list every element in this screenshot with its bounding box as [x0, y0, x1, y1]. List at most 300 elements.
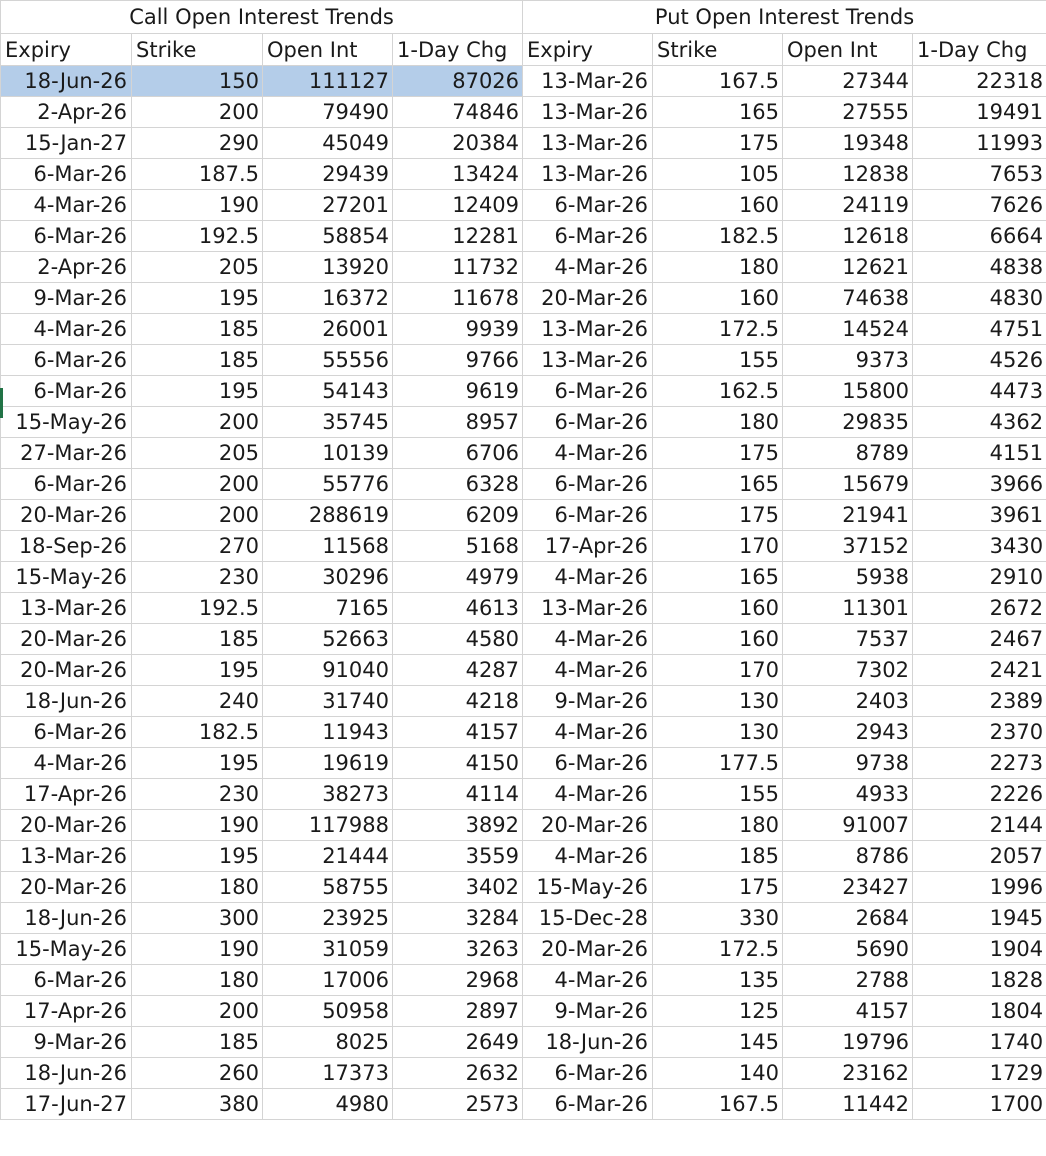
call-expiry-cell[interactable]: 6-Mar-26	[1, 345, 132, 376]
put-open-int-cell[interactable]: 91007	[783, 810, 913, 841]
put-strike-cell[interactable]: 172.5	[653, 934, 783, 965]
call-open-int-cell[interactable]: 55776	[263, 469, 393, 500]
put-expiry-cell[interactable]: 13-Mar-26	[523, 97, 653, 128]
call-strike-cell[interactable]: 260	[132, 1058, 263, 1089]
call-strike-cell[interactable]: 200	[132, 996, 263, 1027]
call-expiry-cell[interactable]: 20-Mar-26	[1, 500, 132, 531]
call-strike-cell[interactable]: 290	[132, 128, 263, 159]
put-expiry-cell[interactable]: 6-Mar-26	[523, 1089, 653, 1120]
put-open-int-cell[interactable]: 7537	[783, 624, 913, 655]
put-day-change-cell[interactable]: 4751	[913, 314, 1046, 345]
call-expiry-cell[interactable]: 6-Mar-26	[1, 965, 132, 996]
put-day-change-cell[interactable]: 1729	[913, 1058, 1046, 1089]
put-expiry-cell[interactable]: 6-Mar-26	[523, 500, 653, 531]
call-expiry-cell[interactable]: 20-Mar-26	[1, 624, 132, 655]
call-expiry-cell[interactable]: 18-Sep-26	[1, 531, 132, 562]
call-day-change-cell[interactable]: 9766	[393, 345, 523, 376]
table-row	[1, 779, 1046, 810]
call-day-change-cell[interactable]: 2968	[393, 965, 523, 996]
put-day-change-cell[interactable]: 1740	[913, 1027, 1046, 1058]
call-expiry-cell[interactable]: 18-Jun-26	[1, 1058, 132, 1089]
call-day-change-cell[interactable]: 9619	[393, 376, 523, 407]
put-strike-cell[interactable]: 180	[653, 407, 783, 438]
table-row	[1, 748, 1046, 779]
put-open-int-cell[interactable]: 8786	[783, 841, 913, 872]
put-open-int-cell[interactable]: 2403	[783, 686, 913, 717]
put-section-title[interactable]: Put Open Interest Trends	[523, 1, 1046, 34]
call-strike-cell[interactable]: 187.5	[132, 159, 263, 190]
put-strike-cell[interactable]: 170	[653, 531, 783, 562]
put-expiry-cell[interactable]: 4-Mar-26	[523, 717, 653, 748]
call-strike-cell[interactable]: 180	[132, 965, 263, 996]
call-expiry-cell[interactable]: 6-Mar-26	[1, 717, 132, 748]
call-open-int-cell[interactable]: 54143	[263, 376, 393, 407]
put-expiry-cell[interactable]: 20-Mar-26	[523, 934, 653, 965]
put-day-change-cell[interactable]: 3430	[913, 531, 1046, 562]
call-expiry-cell[interactable]: 6-Mar-26	[1, 159, 132, 190]
table-row	[1, 128, 1046, 159]
table-row	[1, 97, 1046, 128]
call-day-change-cell[interactable]: 9939	[393, 314, 523, 345]
call-expiry-cell[interactable]: 4-Mar-26	[1, 748, 132, 779]
put-day-change-cell[interactable]: 11993	[913, 128, 1046, 159]
call-expiry-cell[interactable]: 15-May-26	[1, 407, 132, 438]
call-open-int-cell[interactable]: 111127	[263, 66, 393, 97]
call-day-change-cell[interactable]: 12409	[393, 190, 523, 221]
put-day-change-header[interactable]: 1-Day Chg	[913, 34, 1046, 66]
put-open-int-cell[interactable]: 11301	[783, 593, 913, 624]
put-strike-cell[interactable]: 145	[653, 1027, 783, 1058]
put-strike-cell[interactable]: 160	[653, 624, 783, 655]
put-expiry-cell[interactable]: 4-Mar-26	[523, 655, 653, 686]
call-expiry-cell[interactable]: 15-May-26	[1, 934, 132, 965]
put-open-int-header[interactable]: Open Int	[783, 34, 913, 66]
put-expiry-cell[interactable]: 20-Mar-26	[523, 283, 653, 314]
call-open-int-cell[interactable]: 27201	[263, 190, 393, 221]
put-strike-cell[interactable]: 180	[653, 252, 783, 283]
call-strike-cell[interactable]: 195	[132, 841, 263, 872]
put-strike-cell[interactable]: 125	[653, 996, 783, 1027]
call-day-change-cell[interactable]: 11678	[393, 283, 523, 314]
put-open-int-cell[interactable]: 12838	[783, 159, 913, 190]
put-open-int-cell[interactable]: 14524	[783, 314, 913, 345]
call-strike-cell[interactable]: 192.5	[132, 221, 263, 252]
put-strike-cell[interactable]: 130	[653, 686, 783, 717]
call-expiry-cell[interactable]: 20-Mar-26	[1, 810, 132, 841]
table-row	[1, 159, 1046, 190]
put-expiry-cell[interactable]: 4-Mar-26	[523, 779, 653, 810]
put-expiry-cell[interactable]: 9-Mar-26	[523, 996, 653, 1027]
table-row	[1, 934, 1046, 965]
call-strike-cell[interactable]: 200	[132, 407, 263, 438]
table-row	[1, 531, 1046, 562]
call-strike-header[interactable]: Strike	[132, 34, 263, 66]
put-day-change-cell[interactable]: 1804	[913, 996, 1046, 1027]
call-strike-cell[interactable]: 192.5	[132, 593, 263, 624]
call-strike-cell[interactable]: 195	[132, 283, 263, 314]
call-day-change-cell[interactable]: 87026	[393, 66, 523, 97]
call-day-change-cell[interactable]: 12281	[393, 221, 523, 252]
table-row	[1, 841, 1046, 872]
call-expiry-cell[interactable]: 9-Mar-26	[1, 1027, 132, 1058]
put-strike-cell[interactable]: 177.5	[653, 748, 783, 779]
call-strike-cell[interactable]: 150	[132, 66, 263, 97]
put-expiry-cell[interactable]: 15-May-26	[523, 872, 653, 903]
call-day-change-cell[interactable]: 5168	[393, 531, 523, 562]
call-day-change-cell[interactable]: 3284	[393, 903, 523, 934]
put-expiry-cell[interactable]: 6-Mar-26	[523, 469, 653, 500]
put-open-int-cell[interactable]: 11442	[783, 1089, 913, 1120]
call-open-int-cell[interactable]: 17006	[263, 965, 393, 996]
table-row	[1, 190, 1046, 221]
put-day-change-cell[interactable]: 2467	[913, 624, 1046, 655]
call-expiry-cell[interactable]: 6-Mar-26	[1, 376, 132, 407]
put-strike-cell[interactable]: 172.5	[653, 314, 783, 345]
call-day-change-cell[interactable]: 3559	[393, 841, 523, 872]
put-strike-cell[interactable]: 160	[653, 190, 783, 221]
put-expiry-cell[interactable]: 13-Mar-26	[523, 66, 653, 97]
call-expiry-cell[interactable]: 13-Mar-26	[1, 593, 132, 624]
call-open-int-cell[interactable]: 79490	[263, 97, 393, 128]
call-expiry-cell[interactable]: 18-Jun-26	[1, 66, 132, 97]
put-strike-cell[interactable]: 185	[653, 841, 783, 872]
call-strike-cell[interactable]: 240	[132, 686, 263, 717]
call-expiry-cell[interactable]: 13-Mar-26	[1, 841, 132, 872]
call-day-change-cell[interactable]: 4287	[393, 655, 523, 686]
call-expiry-cell[interactable]: 9-Mar-26	[1, 283, 132, 314]
call-expiry-cell[interactable]: 20-Mar-26	[1, 655, 132, 686]
call-strike-cell[interactable]: 190	[132, 810, 263, 841]
put-day-change-cell[interactable]: 6664	[913, 221, 1046, 252]
put-day-change-cell[interactable]: 3961	[913, 500, 1046, 531]
call-open-int-cell[interactable]: 7165	[263, 593, 393, 624]
table-row	[1, 283, 1046, 314]
put-day-change-cell[interactable]: 22318	[913, 66, 1046, 97]
put-day-change-cell[interactable]: 4151	[913, 438, 1046, 469]
call-open-int-cell[interactable]: 91040	[263, 655, 393, 686]
call-day-change-cell[interactable]: 4150	[393, 748, 523, 779]
put-open-int-cell[interactable]: 29835	[783, 407, 913, 438]
call-open-int-cell[interactable]: 31740	[263, 686, 393, 717]
put-expiry-cell[interactable]: 9-Mar-26	[523, 686, 653, 717]
put-expiry-cell[interactable]: 4-Mar-26	[523, 562, 653, 593]
call-expiry-cell[interactable]: 18-Jun-26	[1, 686, 132, 717]
call-strike-cell[interactable]: 185	[132, 314, 263, 345]
put-strike-cell[interactable]: 165	[653, 469, 783, 500]
put-expiry-cell[interactable]: 6-Mar-26	[523, 1058, 653, 1089]
call-open-int-cell[interactable]: 26001	[263, 314, 393, 345]
put-open-int-cell[interactable]: 2684	[783, 903, 913, 934]
put-open-int-cell[interactable]: 23427	[783, 872, 913, 903]
put-day-change-cell[interactable]: 1996	[913, 872, 1046, 903]
call-section-title[interactable]: Call Open Interest Trends	[1, 1, 523, 34]
call-open-int-cell[interactable]: 23925	[263, 903, 393, 934]
put-strike-cell[interactable]: 182.5	[653, 221, 783, 252]
call-day-change-cell[interactable]: 6706	[393, 438, 523, 469]
put-open-int-cell[interactable]: 27344	[783, 66, 913, 97]
call-open-int-cell[interactable]: 117988	[263, 810, 393, 841]
call-strike-cell[interactable]: 200	[132, 500, 263, 531]
put-expiry-cell[interactable]: 13-Mar-26	[523, 345, 653, 376]
call-open-int-cell[interactable]: 55556	[263, 345, 393, 376]
put-strike-cell[interactable]: 105	[653, 159, 783, 190]
put-strike-cell[interactable]: 175	[653, 872, 783, 903]
put-strike-cell[interactable]: 130	[653, 717, 783, 748]
call-strike-cell[interactable]: 380	[132, 1089, 263, 1120]
call-day-change-cell[interactable]: 3892	[393, 810, 523, 841]
call-day-change-cell[interactable]: 4218	[393, 686, 523, 717]
call-strike-cell[interactable]: 200	[132, 97, 263, 128]
call-strike-cell[interactable]: 230	[132, 779, 263, 810]
put-day-change-cell[interactable]: 1700	[913, 1089, 1046, 1120]
put-day-change-cell[interactable]: 2370	[913, 717, 1046, 748]
put-open-int-cell[interactable]: 2943	[783, 717, 913, 748]
call-day-change-cell[interactable]: 6328	[393, 469, 523, 500]
call-open-int-cell[interactable]: 50958	[263, 996, 393, 1027]
call-open-int-cell[interactable]: 4980	[263, 1089, 393, 1120]
call-day-change-cell[interactable]: 8957	[393, 407, 523, 438]
call-day-change-cell[interactable]: 4613	[393, 593, 523, 624]
call-day-change-cell[interactable]: 3402	[393, 872, 523, 903]
call-open-int-cell[interactable]: 38273	[263, 779, 393, 810]
call-open-int-cell[interactable]: 11568	[263, 531, 393, 562]
call-day-change-cell[interactable]: 2897	[393, 996, 523, 1027]
call-day-change-cell[interactable]: 4114	[393, 779, 523, 810]
call-strike-cell[interactable]: 270	[132, 531, 263, 562]
call-open-int-cell[interactable]: 288619	[263, 500, 393, 531]
call-day-change-cell[interactable]: 74846	[393, 97, 523, 128]
call-strike-cell[interactable]: 182.5	[132, 717, 263, 748]
call-strike-cell[interactable]: 200	[132, 469, 263, 500]
put-open-int-cell[interactable]: 23162	[783, 1058, 913, 1089]
call-day-change-cell[interactable]: 6209	[393, 500, 523, 531]
put-strike-cell[interactable]: 165	[653, 97, 783, 128]
call-strike-cell[interactable]: 205	[132, 252, 263, 283]
put-open-int-cell[interactable]: 24119	[783, 190, 913, 221]
put-expiry-cell[interactable]: 13-Mar-26	[523, 314, 653, 345]
call-strike-cell[interactable]: 195	[132, 748, 263, 779]
put-day-change-cell[interactable]: 4362	[913, 407, 1046, 438]
call-open-int-cell[interactable]: 11943	[263, 717, 393, 748]
put-expiry-cell[interactable]: 6-Mar-26	[523, 190, 653, 221]
call-open-int-cell[interactable]: 13920	[263, 252, 393, 283]
put-open-int-cell[interactable]: 37152	[783, 531, 913, 562]
put-day-change-cell[interactable]: 1828	[913, 965, 1046, 996]
put-strike-cell[interactable]: 160	[653, 593, 783, 624]
call-expiry-cell[interactable]: 2-Apr-26	[1, 252, 132, 283]
call-strike-cell[interactable]: 185	[132, 1027, 263, 1058]
table-row	[1, 252, 1046, 283]
call-expiry-cell[interactable]: 4-Mar-26	[1, 190, 132, 221]
call-strike-cell[interactable]: 190	[132, 190, 263, 221]
put-day-change-cell[interactable]: 2389	[913, 686, 1046, 717]
put-day-change-cell[interactable]: 2910	[913, 562, 1046, 593]
table-row	[1, 1089, 1046, 1120]
call-strike-cell[interactable]: 190	[132, 934, 263, 965]
call-day-change-header[interactable]: 1-Day Chg	[393, 34, 523, 66]
call-expiry-cell[interactable]: 6-Mar-26	[1, 469, 132, 500]
call-expiry-cell[interactable]: 15-May-26	[1, 562, 132, 593]
call-open-int-cell[interactable]: 35745	[263, 407, 393, 438]
call-expiry-cell[interactable]: 15-Jan-27	[1, 128, 132, 159]
put-open-int-cell[interactable]: 4933	[783, 779, 913, 810]
put-strike-cell[interactable]: 155	[653, 345, 783, 376]
put-day-change-cell[interactable]: 4830	[913, 283, 1046, 314]
put-open-int-cell[interactable]: 27555	[783, 97, 913, 128]
call-day-change-cell[interactable]: 4979	[393, 562, 523, 593]
put-strike-cell[interactable]: 180	[653, 810, 783, 841]
put-open-int-cell[interactable]: 8789	[783, 438, 913, 469]
put-day-change-cell[interactable]: 2672	[913, 593, 1046, 624]
put-expiry-cell[interactable]: 13-Mar-26	[523, 593, 653, 624]
call-open-int-header[interactable]: Open Int	[263, 34, 393, 66]
put-open-int-cell[interactable]: 2788	[783, 965, 913, 996]
put-strike-cell[interactable]: 160	[653, 283, 783, 314]
put-open-int-cell[interactable]: 74638	[783, 283, 913, 314]
put-strike-cell[interactable]: 140	[653, 1058, 783, 1089]
call-open-int-cell[interactable]: 31059	[263, 934, 393, 965]
call-open-int-cell[interactable]: 52663	[263, 624, 393, 655]
put-strike-cell[interactable]: 175	[653, 128, 783, 159]
put-open-int-cell[interactable]: 12621	[783, 252, 913, 283]
call-expiry-cell[interactable]: 4-Mar-26	[1, 314, 132, 345]
call-open-int-cell[interactable]: 30296	[263, 562, 393, 593]
call-day-change-cell[interactable]: 13424	[393, 159, 523, 190]
call-expiry-cell[interactable]: 20-Mar-26	[1, 872, 132, 903]
put-open-int-cell[interactable]: 4157	[783, 996, 913, 1027]
call-expiry-cell[interactable]: 27-Mar-26	[1, 438, 132, 469]
put-open-int-cell[interactable]: 15800	[783, 376, 913, 407]
call-strike-cell[interactable]: 230	[132, 562, 263, 593]
call-day-change-cell[interactable]: 11732	[393, 252, 523, 283]
put-strike-cell[interactable]: 167.5	[653, 1089, 783, 1120]
call-open-int-cell[interactable]: 17373	[263, 1058, 393, 1089]
put-day-change-cell[interactable]: 3966	[913, 469, 1046, 500]
call-day-change-cell[interactable]: 2573	[393, 1089, 523, 1120]
put-expiry-cell[interactable]: 18-Jun-26	[523, 1027, 653, 1058]
put-expiry-cell[interactable]: 6-Mar-26	[523, 748, 653, 779]
put-open-int-cell[interactable]: 9738	[783, 748, 913, 779]
call-day-change-cell[interactable]: 4580	[393, 624, 523, 655]
put-strike-cell[interactable]: 175	[653, 438, 783, 469]
put-day-change-cell[interactable]: 19491	[913, 97, 1046, 128]
call-expiry-cell[interactable]: 18-Jun-26	[1, 903, 132, 934]
table-row	[1, 345, 1046, 376]
put-day-change-cell[interactable]: 4526	[913, 345, 1046, 376]
put-strike-cell[interactable]: 167.5	[653, 66, 783, 97]
put-open-int-cell[interactable]: 9373	[783, 345, 913, 376]
put-day-change-cell[interactable]: 2226	[913, 779, 1046, 810]
put-expiry-cell[interactable]: 6-Mar-26	[523, 376, 653, 407]
call-strike-cell[interactable]: 185	[132, 345, 263, 376]
put-day-change-cell[interactable]: 4473	[913, 376, 1046, 407]
put-strike-cell[interactable]: 170	[653, 655, 783, 686]
call-day-change-cell[interactable]: 3263	[393, 934, 523, 965]
call-open-int-cell[interactable]: 16372	[263, 283, 393, 314]
call-open-int-cell[interactable]: 10139	[263, 438, 393, 469]
put-strike-cell[interactable]: 155	[653, 779, 783, 810]
put-expiry-cell[interactable]: 4-Mar-26	[523, 624, 653, 655]
call-day-change-cell[interactable]: 4157	[393, 717, 523, 748]
put-expiry-cell[interactable]: 17-Apr-26	[523, 531, 653, 562]
call-strike-cell[interactable]: 195	[132, 655, 263, 686]
put-expiry-cell[interactable]: 4-Mar-26	[523, 252, 653, 283]
call-strike-cell[interactable]: 205	[132, 438, 263, 469]
put-open-int-cell[interactable]: 12618	[783, 221, 913, 252]
call-open-int-cell[interactable]: 8025	[263, 1027, 393, 1058]
call-expiry-cell[interactable]: 2-Apr-26	[1, 97, 132, 128]
put-day-change-cell[interactable]: 2421	[913, 655, 1046, 686]
put-day-change-cell[interactable]: 1945	[913, 903, 1046, 934]
call-strike-cell[interactable]: 300	[132, 903, 263, 934]
put-day-change-cell[interactable]: 7626	[913, 190, 1046, 221]
put-open-int-cell[interactable]: 19348	[783, 128, 913, 159]
put-strike-cell[interactable]: 330	[653, 903, 783, 934]
table-row	[1, 407, 1046, 438]
put-expiry-cell[interactable]: 15-Dec-28	[523, 903, 653, 934]
put-day-change-cell[interactable]: 2057	[913, 841, 1046, 872]
put-day-change-cell[interactable]: 4838	[913, 252, 1046, 283]
call-open-int-cell[interactable]: 19619	[263, 748, 393, 779]
put-day-change-cell[interactable]: 1904	[913, 934, 1046, 965]
table-row	[1, 655, 1046, 686]
put-expiry-cell[interactable]: 6-Mar-26	[523, 407, 653, 438]
call-expiry-cell[interactable]: 17-Apr-26	[1, 779, 132, 810]
call-day-change-cell[interactable]: 2649	[393, 1027, 523, 1058]
call-open-int-cell[interactable]: 21444	[263, 841, 393, 872]
put-expiry-cell[interactable]: 4-Mar-26	[523, 438, 653, 469]
call-open-int-cell[interactable]: 45049	[263, 128, 393, 159]
put-expiry-cell[interactable]: 13-Mar-26	[523, 128, 653, 159]
call-day-change-cell[interactable]: 2632	[393, 1058, 523, 1089]
call-expiry-cell[interactable]: 17-Jun-27	[1, 1089, 132, 1120]
put-expiry-cell[interactable]: 4-Mar-26	[523, 841, 653, 872]
call-strike-cell[interactable]: 195	[132, 376, 263, 407]
put-day-change-cell[interactable]: 2144	[913, 810, 1046, 841]
put-expiry-header[interactable]: Expiry	[523, 34, 653, 66]
call-expiry-header[interactable]: Expiry	[1, 34, 132, 66]
put-open-int-cell[interactable]: 5690	[783, 934, 913, 965]
put-open-int-cell[interactable]: 7302	[783, 655, 913, 686]
put-strike-cell[interactable]: 135	[653, 965, 783, 996]
call-open-int-cell[interactable]: 58755	[263, 872, 393, 903]
put-day-change-cell[interactable]: 7653	[913, 159, 1046, 190]
put-strike-cell[interactable]: 165	[653, 562, 783, 593]
call-open-int-cell[interactable]: 58854	[263, 221, 393, 252]
put-strike-cell[interactable]: 175	[653, 500, 783, 531]
table-row	[1, 1027, 1046, 1058]
call-open-int-cell[interactable]: 29439	[263, 159, 393, 190]
put-expiry-cell[interactable]: 13-Mar-26	[523, 159, 653, 190]
call-strike-cell[interactable]: 180	[132, 872, 263, 903]
put-strike-cell[interactable]: 162.5	[653, 376, 783, 407]
call-strike-cell[interactable]: 185	[132, 624, 263, 655]
table-row	[1, 965, 1046, 996]
call-expiry-cell[interactable]: 6-Mar-26	[1, 221, 132, 252]
table-row	[1, 686, 1046, 717]
call-day-change-cell[interactable]: 20384	[393, 128, 523, 159]
put-expiry-cell[interactable]: 6-Mar-26	[523, 221, 653, 252]
put-open-int-cell[interactable]: 15679	[783, 469, 913, 500]
put-day-change-cell[interactable]: 2273	[913, 748, 1046, 779]
call-expiry-cell[interactable]: 17-Apr-26	[1, 996, 132, 1027]
put-open-int-cell[interactable]: 19796	[783, 1027, 913, 1058]
put-open-int-cell[interactable]: 21941	[783, 500, 913, 531]
put-strike-header[interactable]: Strike	[653, 34, 783, 66]
put-expiry-cell[interactable]: 4-Mar-26	[523, 965, 653, 996]
put-open-int-cell[interactable]: 5938	[783, 562, 913, 593]
put-expiry-cell[interactable]: 20-Mar-26	[523, 810, 653, 841]
